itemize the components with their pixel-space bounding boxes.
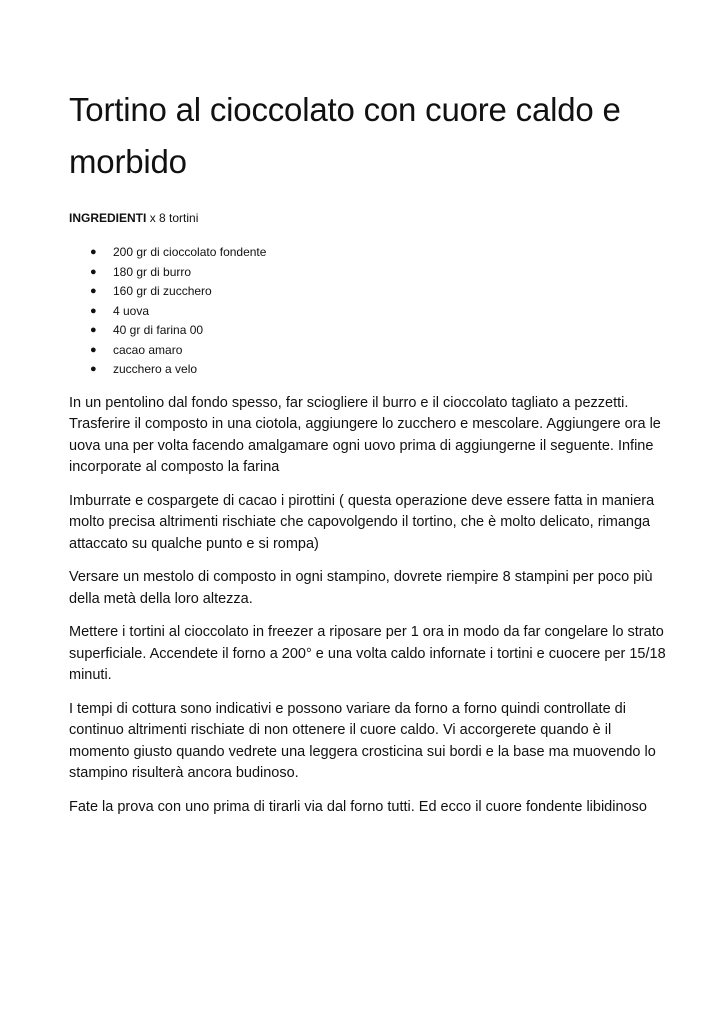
bullet-icon: ● — [90, 304, 97, 317]
bullet-icon: ● — [90, 285, 97, 297]
ingredients-quantity: x 8 tortini — [149, 211, 199, 225]
paragraph-preparation: In un pentolino dal fondo spesso, far sciogliere il burro e il cioccolato tagliato a pezzetti. Trasferire il composto in una ciotola, aggiungere lo zucchero e mescolare. Aggiungere ora le uova una per volta facendo amalgamare ogni uovo prima di aggiungerne il seguente. Infine incorporate al composto la farina — [69, 394, 661, 475]
paragraph-molds: Imburrate e cospargete di cacao i pirottini ( questa operazione deve essere fatta in maniera molto precisa altrimenti rischiate che capovolgendo il tortino, che è molto delicato, rimanga attaccato su qualche punto e si rompa) — [69, 492, 655, 552]
document-page — [69, 84, 669, 818]
paragraph-freezing-baking: Mettere i tortini al cioccolato in freezer a riposare per 1 ora in modo da far congelare lo strato superficiale. Accendete il forno a 200° e una volta caldo infornate i tortini e cuocere per 15/18 minuti. — [69, 624, 666, 683]
list-item: ● 180 gr di burro — [69, 263, 669, 283]
list-item: ● 160 gr di zucchero — [69, 282, 669, 302]
list-item: ● cacao amaro — [69, 341, 669, 361]
paragraph-conclusion: Fate la prova con uno prima di tirarli via dal forno tutti. Ed ecco il cuore fondente libidinoso — [69, 798, 647, 815]
bullet-icon: ● — [90, 265, 97, 278]
ingredients-label: INGREDIENTI — [69, 211, 147, 225]
bullet-icon: ● — [90, 343, 97, 356]
ingredients-heading — [69, 210, 669, 226]
page-title: Tortino al cioccolato con cuore caldo e morbido — [69, 91, 621, 180]
list-item: ● 4 uova — [69, 302, 669, 322]
list-item: ● zucchero a velo — [69, 360, 669, 380]
bullet-icon: ● — [90, 363, 97, 375]
paragraph-cooking-times: I tempi di cottura sono indicativi e possono variare da forno a forno quindi controllate di continuo altrimenti rischiate di non ottenere il cuore caldo. Vi accorgerete quando è il momento giusto quando vedrete una leggera crosticina sui bordi e la base ma muovendo lo stampino risulterà ancora budinoso. — [69, 700, 656, 781]
ingredients-list — [69, 243, 669, 380]
list-item: ● 200 gr di cioccolato fondente — [69, 243, 669, 263]
bullet-icon: ● — [90, 246, 97, 258]
paragraph-filling: Versare un mestolo di composto in ogni stampino, dovrete riempire 8 stampini per poco più della metà della loro altezza. — [69, 569, 653, 607]
bullet-icon: ● — [90, 324, 97, 336]
list-item: ● 40 gr di farina 00 — [69, 321, 669, 341]
